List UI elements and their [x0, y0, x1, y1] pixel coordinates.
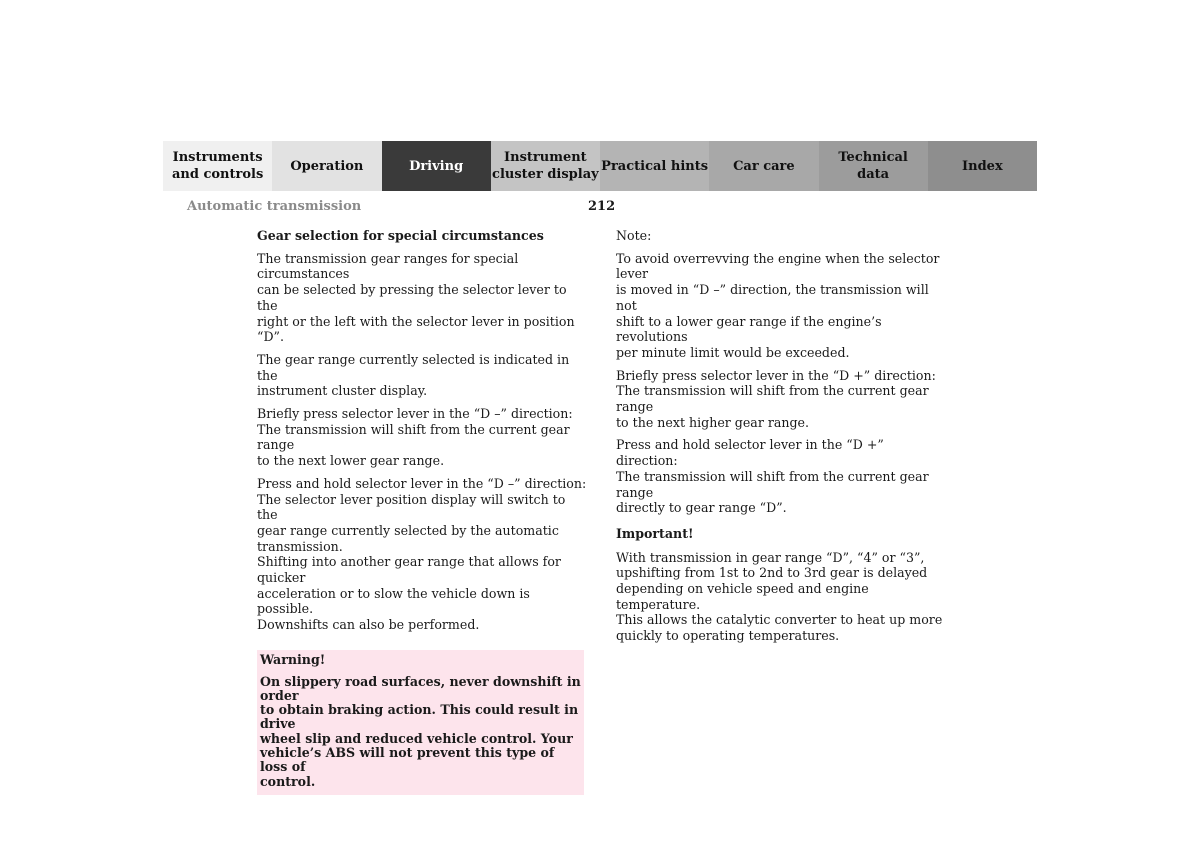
tab-driving[interactable]: Driving: [382, 141, 491, 191]
tab-operation[interactable]: Operation: [272, 141, 381, 191]
warning-text: On slippery road surfaces, never downshift in order to obtain braking action. This could result in drive wheel slip and reduced vehicle control. Your vehicle’s ABS will not prevent this type of loss of control.: [260, 673, 581, 789]
important-text: With transmission in gear range “D”, “4” or “3”, upshifting from 1st to 2nd to 3rd gear is delayed depending on vehicle speed and engine temperature. This allows the catalytic converter to heat up more quickly to operating temperatures.: [616, 549, 943, 644]
tab-practical-hints[interactable]: Practical hints: [600, 141, 709, 191]
paragraph: Press and hold selector lever in the “D +” direction: The transmission will shift from the current gear range directly to gear range “D”.: [616, 437, 929, 516]
tab-instruments-and-controls[interactable]: Instruments and controls: [163, 141, 272, 191]
paragraph: To avoid overrevving the engine when the selector lever is moved in “D –” direction, the transmission will not shift to a lower gear range if the engine’s revolutions per minute limit would be exceeded.: [616, 250, 940, 360]
note-label: Note:: [616, 228, 652, 243]
section-heading: Gear selection for special circumstances: [257, 228, 544, 243]
tab-instrument-cluster-display[interactable]: Instrument cluster display: [491, 141, 600, 191]
right-column: [616, 228, 946, 651]
paragraph: Press and hold selector lever in the “D –” direction: The selector lever position display will switch to the gear range currently selected by the automatic transmission. Shifting into another gear range that allows for quicker acceleration or to slow the vehicle down is possible. Downshifts can also be performed.: [257, 475, 587, 633]
paragraph: The transmission gear ranges for special circumstances can be selected by pressing the selector lever to the right or the left with the selector lever in position “D”.: [257, 250, 575, 345]
page-number: 212: [588, 199, 616, 214]
warning-title: Warning!: [260, 651, 326, 667]
warning-box: [257, 650, 584, 795]
chapter-nav: [163, 141, 1037, 191]
tab-technical-data[interactable]: Technical data: [819, 141, 928, 191]
paragraph: Briefly press selector lever in the “D +” direction: The transmission will shift from the current gear range to the next higher gear range.: [616, 367, 936, 430]
section-title: Automatic transmission: [187, 199, 362, 214]
tab-car-care[interactable]: Car care: [709, 141, 818, 191]
paragraph: Briefly press selector lever in the “D –” direction: The transmission will shift from the current gear range to the next lower gear range.: [257, 406, 573, 469]
important-heading: Important!: [616, 525, 694, 541]
left-column: [257, 228, 587, 795]
paragraph: The gear range currently selected is indicated in the instrument cluster display.: [257, 351, 570, 399]
tab-index[interactable]: Index: [928, 141, 1037, 191]
